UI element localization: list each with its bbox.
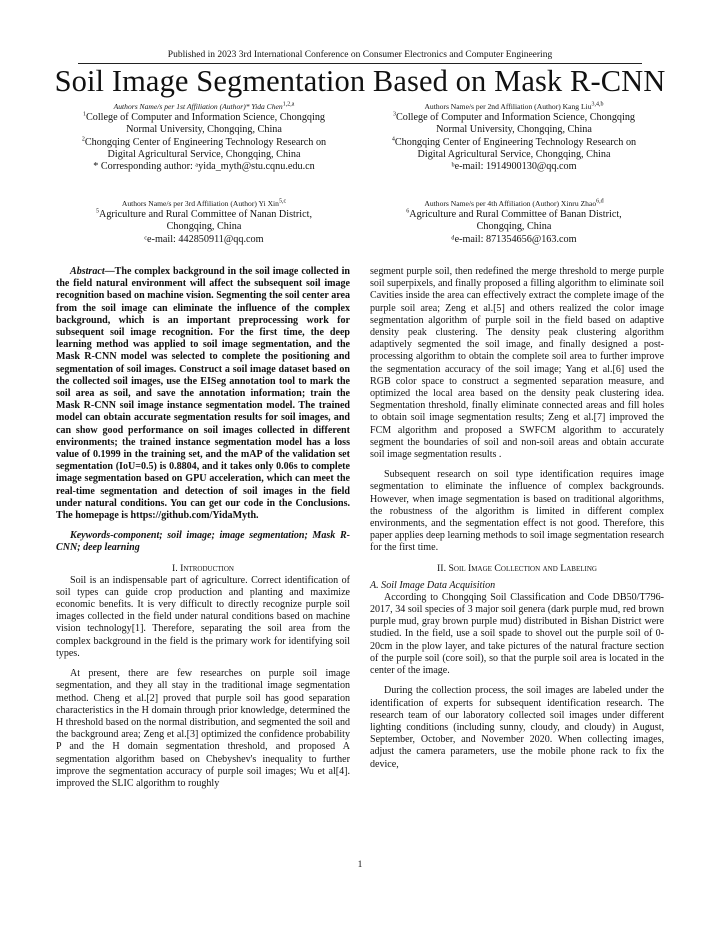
affiliation-text: Chongqing Center of Engineering Technology Research on (84, 136, 327, 148)
email-line (366, 161, 662, 173)
subsection-title: Soil Image Data Acquisition (381, 579, 496, 591)
affiliation-line (366, 209, 662, 221)
affiliation-sup: 1 (82, 111, 86, 118)
affiliation-text: Digital Agricultural Service, Chongqing, China (107, 148, 301, 160)
author-block-4 (366, 198, 662, 246)
affiliation-line (56, 112, 352, 124)
affiliation-text: Chongqing, China (476, 221, 552, 233)
paragraph: During the collection process, the soil images are labeled under the identification of experts for subsequent identification research. The research team of our laboratory collected soil images under different lighting conditions (including sunny, cloudy, and cloudy) in August, September, October, and November 2020. When collecting images, adjust the camera parameters, use the mobile phone rack to fix the device, (370, 685, 664, 770)
affiliation-line (366, 137, 662, 149)
author-superscript: 1,2,a (282, 101, 295, 108)
affiliation-sup: 2 (81, 136, 85, 143)
author-block-1 (56, 101, 352, 173)
section-number: II. (437, 562, 447, 574)
affiliation-sup: 4 (391, 136, 395, 143)
abstract-text: —The complex background in the soil image collected in the field natural environment will affect the subsequent soil image recognition based on machine vision. Segmenting the soil center area from the soil image can eliminate the influence of the complex background, which is an important preprocessing work for subsequent soil image recognition. For the first time, the deep learning method was applied to soil image segmentation, and the Mask R-CNN model was selected to complete the positioning and segmentation of soil images. Construct a soil image dataset based on the collected soil images, use the EISeg annotation tool to mark the soil area as soil, and save the annotation information; train the Mask R-CNN soil image instance segmentation model. The trained model can obtain accurate segmentation results for soil images, and can show good performance on soil images collected in different environments; the trained instance segmentation model has a loss value of 0.1999 in the training set, and the mAP of the validation set segmentation (IoU=0.5) is 0.8804, and it takes only 0.06s to complete image segmentation based on GPU acceleration, which can meet the real-time segmentation and detection of soil images in the field under natural conditions. You can get our code in the Conclusions. The homepage is https://github.com/YidaMyth. (56, 266, 350, 522)
author-superscript: 3,4,b (591, 101, 604, 108)
subsection-heading (370, 580, 664, 592)
affiliation-text: College of Computer and Information Science, Chongqing (395, 112, 636, 123)
running-header: Published in 2023 3rd International Conference on Consumer Electronics and Computer Engineering (167, 50, 553, 60)
paragraph: According to Chongqing Soil Classification and Code DB50/T796-2017, 34 soil species of 3 major soil genera (dark purple mud, red brown purple mud, gray brown purple mud) distributed in Bishan District were studied. In the field, use a soil spade to shovel out the purple soil of 0-20cm in the plow layer, and take pictures of the natural fracture section of the purple soil (core soil), so that the purple soil area is located in the center of the image. (370, 591, 664, 677)
author-line (56, 198, 352, 209)
section-title: Soil Image Collection and Labeling (448, 562, 597, 574)
keywords (56, 530, 350, 554)
section-heading-introduction (56, 563, 350, 575)
affiliation-text: Normal University, Chongqing, China (126, 124, 282, 136)
page-number: 1 (357, 860, 363, 870)
author-superscript: 6,d (596, 198, 604, 205)
author-name: Authors Name/s per 2nd Affiliation (Author) Kang Liu (424, 102, 592, 111)
affiliation-text: Chongqing Center of Engineering Technology Research on (394, 136, 637, 148)
affiliation-sup: 5 (95, 208, 99, 215)
affiliation-sup: 3 (392, 111, 396, 118)
paragraph: Subsequent research on soil type identification requires image segmentation to eliminate the influence of complex backgrounds. However, when image segmentation is based on traditional algorithms, the robustness of the algorithm is limited in different complex environments, and the segmentation effect is not good. Therefore, this paper applies deep learning methods to soil image segmentation research for the first time. (370, 469, 664, 554)
author-block-3 (56, 198, 352, 246)
email-text: ᵈe-mail: 871354656@163.com (451, 233, 577, 245)
section-number: I. (172, 562, 178, 574)
abstract-label: Abstract (70, 266, 105, 277)
section-title: Introduction (180, 562, 234, 574)
affiliation-sup: 6 (406, 208, 410, 215)
email-text: ᶜe-mail: 442850911@qq.com (144, 233, 264, 245)
affiliation-text: Agriculture and Rural Committee of Nanan District, (98, 209, 313, 220)
paragraph: At present, there are few researches on purple soil image segmentation, and they all stay in the traditional image segmentation method. Cheng et al.[2] proved that purple soil has good separation characteristics in the H domain through prior knowledge, determined the H threshold based on the normal distribution, and segmented the soil and the background area; Zeng et al.[3] optimized the confidence probability P and the H domain segmentation threshold, and proposed A segmentation algorithm based on Chebyshev's inequality to further improve the segmentation accuracy of purple soil images; Wu et al[4]. improved the SLIC algorithm to roughly (56, 668, 350, 789)
keywords-text: Keywords-component; soil image; image segmentation; Mask R-CNN; deep learning (56, 530, 350, 554)
section-heading-collection (370, 563, 664, 575)
author-name: Authors Name/s per 3rd Affiliation (Author) Yi Xin (121, 199, 279, 208)
email-line (56, 161, 352, 173)
affiliation-line (366, 221, 662, 233)
paragraph: segment purple soil, then redefined the merge threshold to merge purple soil superpixels, and finally proposed a filling algorithm to eliminate soil Cavities inside the area can effectively extract the complete image of the purple soil area; Zeng et al.[5] and others realized the color image segmentation algorithm of purple soil in the field based on adaptive density peak clustering. The density peak clustering algorithm adaptively segmented the soil image, and finally designed a post-processing algorithm to obtain the complete soil area to further improve the segmentation accuracy of the soil image; Yang et al.[6] used the RGB color space to construct a segmented separation measure, and optimized the local area based on the density peak clustering idea. Segmentation threshold, finally eliminate connected areas and fill holes to obtain soil image segmentation results; Zeng et al.[7] improved the FCM algorithm and proposed a SWFCM algorithm to accurately segment the boundaries of soil and non-soil areas and obtain accurate soil image segmentation results . (370, 266, 664, 461)
affiliation-text: Agriculture and Rural Committee of Banan District, (409, 209, 622, 220)
subsection-number: A. (370, 579, 379, 591)
email-text: * Corresponding author: ᵃyida_myth@stu.cqnu.edu.cn (93, 161, 315, 173)
email-text: ᵇe-mail: 1914900130@qq.com (451, 161, 577, 173)
affiliation-line (56, 137, 352, 149)
affiliation-text: College of Computer and Information Science, Chongqing (85, 112, 326, 123)
author-name: Authors Name/s per 4th Affiliation (Author) Xinru Zhao (424, 199, 597, 208)
author-line (366, 101, 662, 112)
affiliation-line (56, 149, 352, 161)
right-column (370, 266, 664, 771)
affiliation-line (366, 124, 662, 136)
email-line (56, 234, 352, 246)
author-line (56, 101, 352, 112)
email-line (366, 234, 662, 246)
affiliation-line (56, 209, 352, 221)
affiliation-line (56, 124, 352, 136)
author-line (366, 198, 662, 209)
affiliation-line (56, 221, 352, 233)
abstract (56, 266, 350, 522)
affiliation-text: Digital Agricultural Service, Chongqing, China (417, 148, 611, 160)
affiliation-text: Chongqing, China (166, 221, 242, 233)
affiliation-line (366, 149, 662, 161)
author-name: Authors Name/s per 1st Affiliation (Author)* Yida Chen (113, 102, 283, 111)
paper-title: Soil Image Segmentation Based on Mask R-CNN (54, 64, 666, 98)
left-column (56, 266, 350, 790)
author-superscript: 5,c (278, 198, 287, 205)
affiliation-text: Normal University, Chongqing, China (436, 124, 592, 136)
author-block-2 (366, 101, 662, 173)
paragraph: Soil is an indispensable part of agriculture. Correct identification of soil types can guide crop production and planting and maximize economic benefits. It is very difficult to directly recognize purple soil images collected in the field under natural conditions based on machine vision technology[1]. Therefore, separating the soil area from the complex background in the field is the primary work for identifying soil types. (56, 574, 350, 659)
affiliation-line (366, 112, 662, 124)
